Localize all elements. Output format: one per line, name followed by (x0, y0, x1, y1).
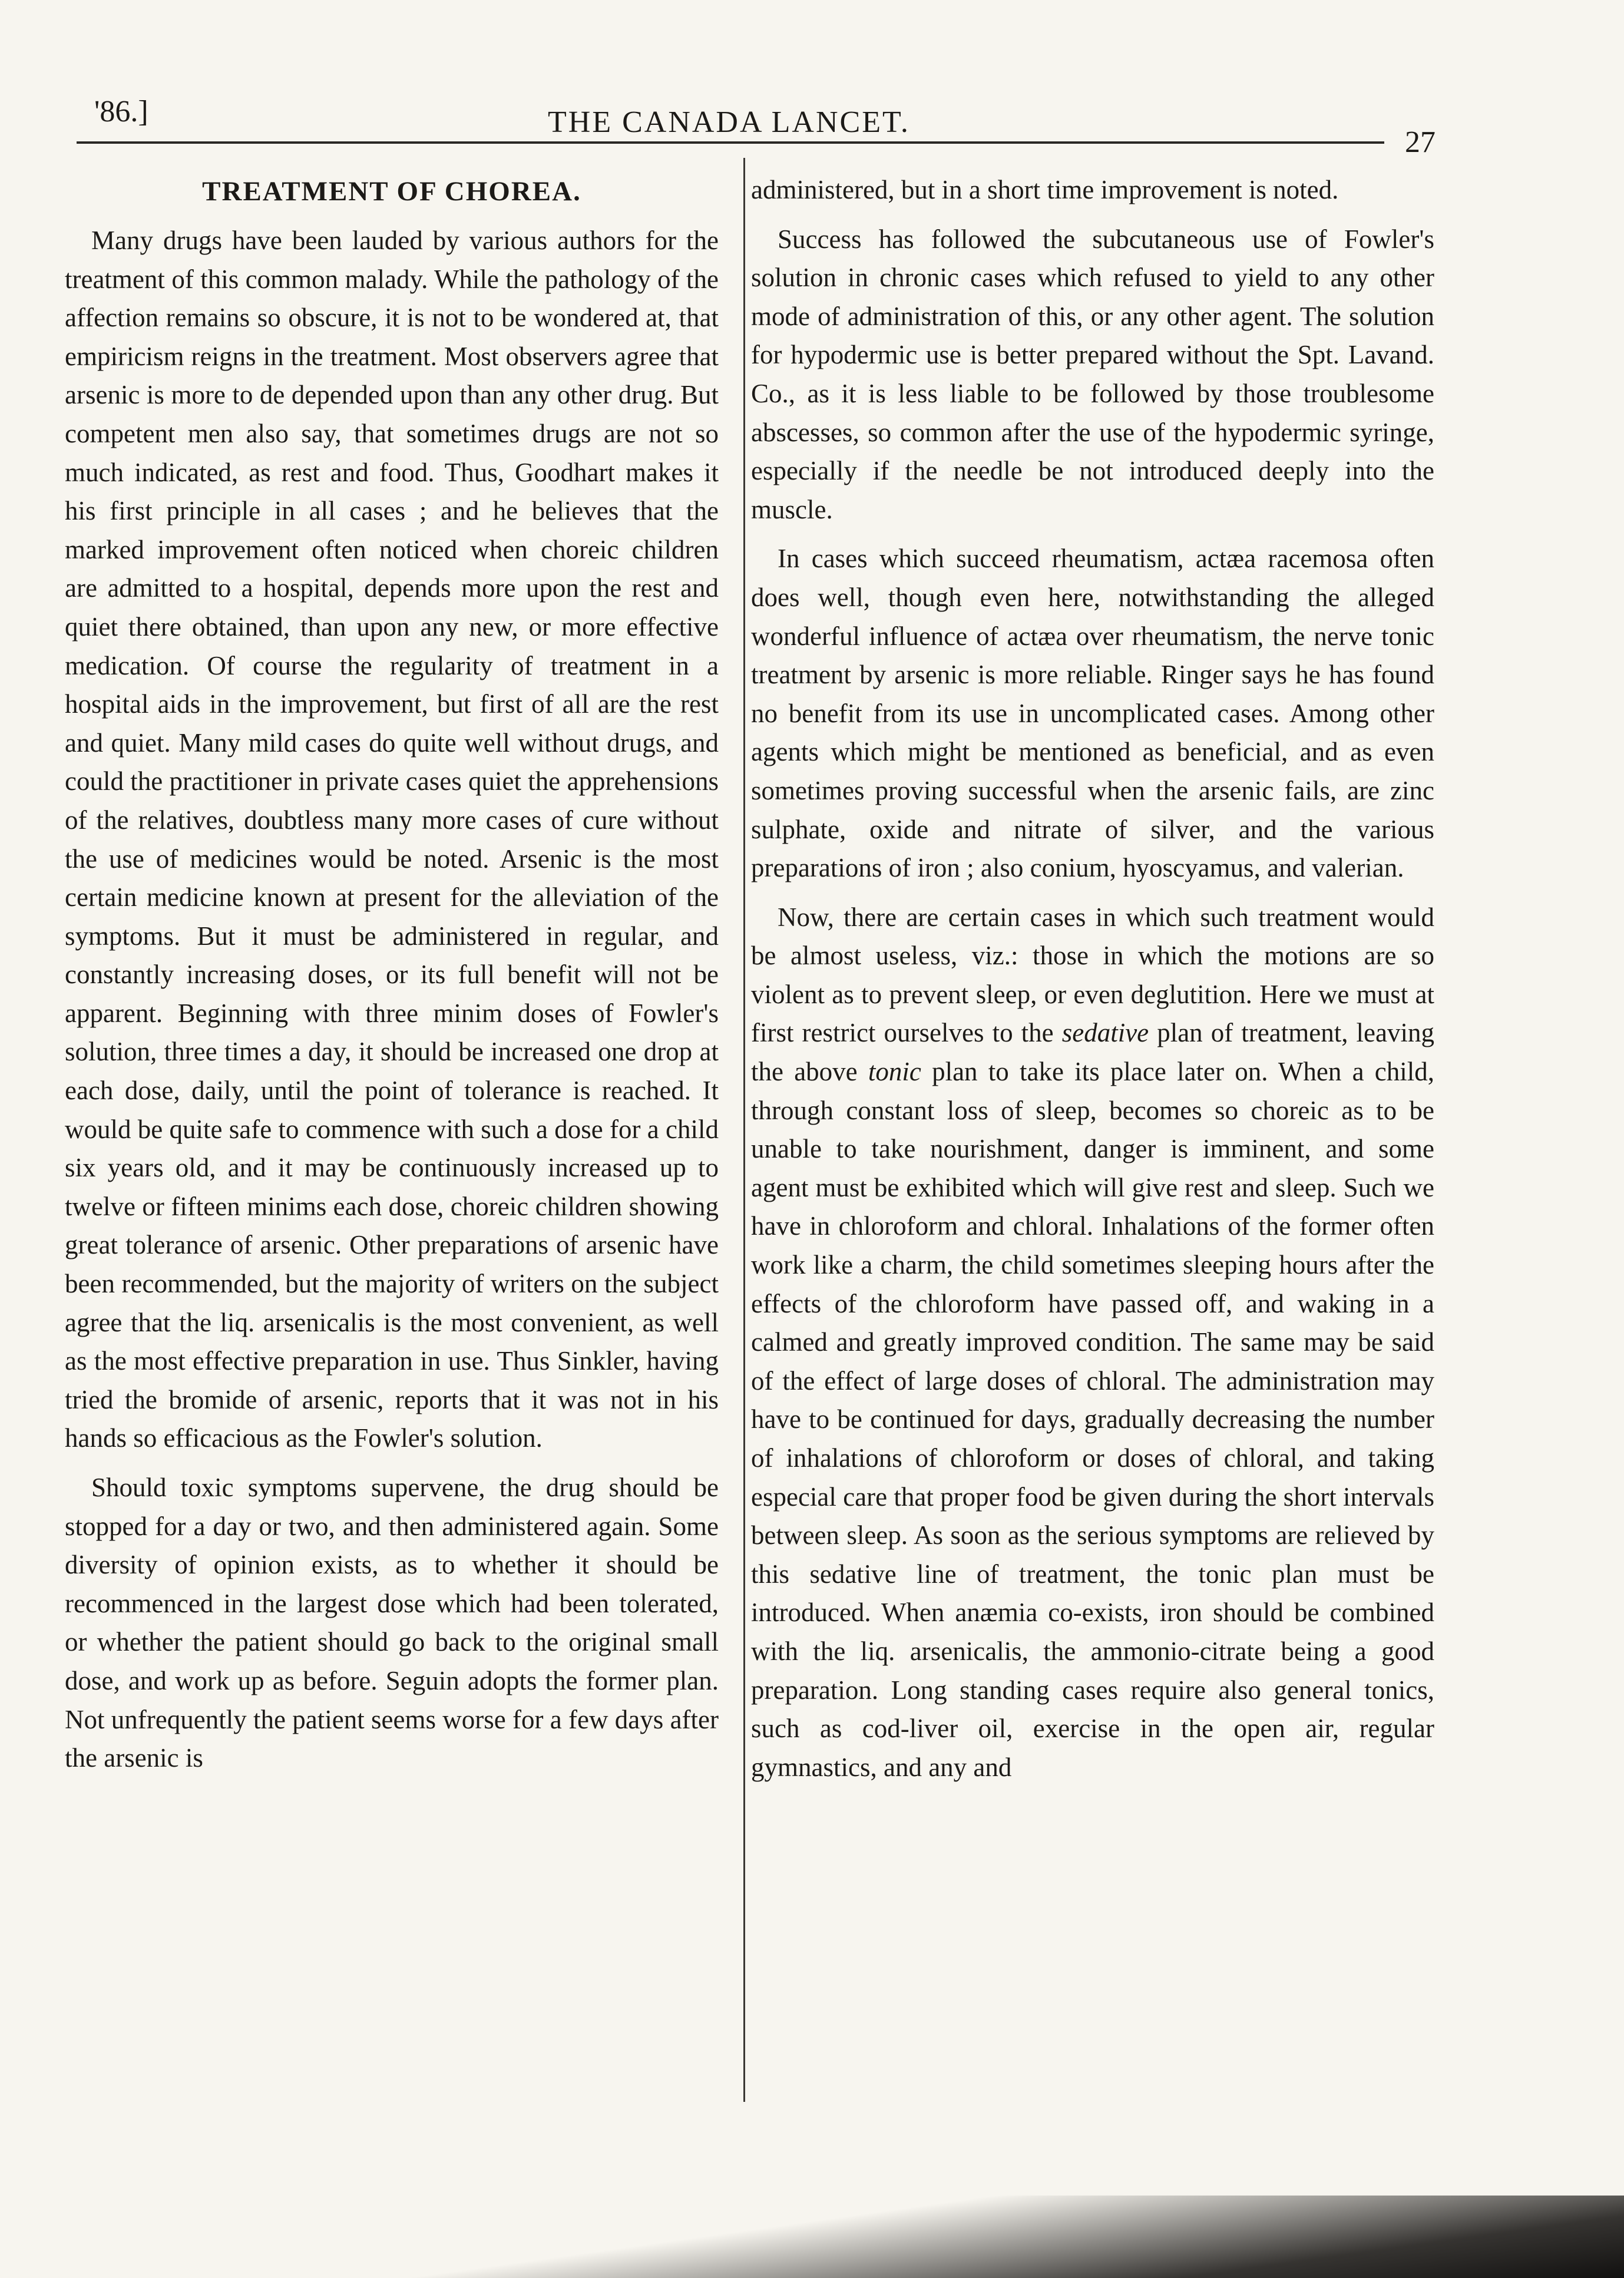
emphasis-sedative: sedative (1061, 1018, 1149, 1048)
page-number: 27 (1405, 125, 1436, 159)
paragraph: Success has followed the subcutaneous use of Fowler's solution in chronic cases which refused to yield to any other mode of administration of this, or any other agent. The solution for hypodermic use is better prepared without the Spt. Lavand. Co., as it is less liable to be followed by those troublesome abscesses, so common after the use of the hypodermic syringe, especially if the needle be not introduced deeply into the muscle. (751, 224, 1434, 524)
right-column (751, 171, 1434, 1787)
emphasis-tonic: tonic (868, 1057, 921, 1087)
paragraph-continuation: administered, but in a short time improvement is noted. (751, 175, 1339, 204)
paragraph (751, 898, 1434, 1787)
text-run: plan of treatment, leaving the above (751, 1018, 1434, 1087)
paragraph: In cases which succeed rheumatism, actæa racemosa often does well, though even here, notwithstanding the alleged wonderful influence of actæa over rheumatism, the nerve tonic treatment by arsenic is more reliable. Ringer says he has found no benefit from its use in uncomplicated cases. Among other agents which might be mentioned as beneficial, and as even sometimes proving successful when the arsenic fails, are zinc sulphate, oxide and nitrate of silver, and the various preparations of iron ; also conium, hyoscyamus, and valerian. (751, 544, 1434, 883)
left-column (65, 171, 719, 1778)
column-divider (743, 158, 745, 2102)
year-marker: '86.] (94, 95, 148, 128)
paragraph: Many drugs have been lauded by various authors for the treatment of this common malady. While the pathology of the affection remains so obscure, it is not to be wondered at, that empiricism reigns in the treatment. Most observers agree that arsenic is more to de depended upon than any other drug. But competent men also say, that sometimes drugs are not so much indicated, as rest and food. Thus, Goodhart makes it his first principle in all cases ; and he believes that the marked improvement often noticed when choreic children are admitted to a hospital, depends more upon the rest and quiet there obtained, than upon any new, or more effective medication. Of course the regularity of treatment in a hospital aids in the improvement, but first of all are the rest and quiet. Many mild cases do quite well without drugs, and could the practitioner in private cases quiet the apprehensions of the relatives, doubtless many more cases of cure without the use of medicines would be noted. Arsenic is the most certain medicine known at present for the alleviation of the symptoms. But it must be administered in regular, and constantly increasing doses, or its full benefit will not be apparent. Beginning with three minim doses of Fowler's solution, three times a day, it should be increased one drop at each dose, daily, until the point of tolerance is reached. It would be quite safe to commence with such a dose for a child six years old, and it may be continuously increased up to twelve or fifteen minims each dose, choreic children showing great tolerance of arsenic. Other preparations of arsenic have been recommended, but the majority of writers on the subject agree that the liq. arsenicalis is the most convenient, as well as the most effective preparation in use. Thus Sinkler, having tried the bromide of arsenic, reports that it was not in his hands so efficacious as the Fowler's solution. (65, 226, 719, 1453)
journal-title: THE CANADA LANCET. (548, 105, 910, 139)
scan-edge-shadow (0, 2196, 1624, 2278)
paragraph: Should toxic symptoms supervene, the drug should be stopped for a day or two, and then administered again. Some diversity of opinion exists, as to whether it should be recommenced in the largest dose which had been tolerated, or whether the patient should go back to the original small dose, and work up as before. Seguin adopts the former plan. Not unfrequently the patient seems worse for a few days after the arsenic is (65, 1473, 719, 1773)
article-title: TREATMENT OF CHOREA. (202, 176, 581, 207)
page-header (0, 0, 1624, 159)
text-run: plan to take its place later on. When a child, through constant loss of sleep, becomes so choreic as to be unable to take nourishment, danger is imminent, and some agent must be exhibited which will give rest and sleep. Such we have in chloroform and chloral. Inhalations of the former often work like a charm, the child sometimes sleeping hours after the effects of the chloroform have passed off, and waking in a calmed and greatly improved condition. The same may be said of the effect of large doses of chloral. The administration may have to be continued for days, gradually decreasing the number of inhalations of chloroform or doses of chloral, and taking especial care that proper food be given during the short intervals between sleep. As soon as the serious symptoms are relieved by this sedative line of treatment, the tonic plan must be introduced. When anæmia co-exists, iron should be combined with the liq. arsenicalis, the ammonio-citrate being a good preparation. Long standing cases require also general tonics, such as cod-liver oil, exercise in the open air, regular gymnastics, and any and (751, 1057, 1434, 1782)
header-rule (77, 141, 1384, 144)
text-run: Now, there are certain cases in which such treatment would be almost useless, viz.: those in which the motions are so violent as to prevent sleep, or even deglutition. Here we must at first restrict ourselves to the (751, 902, 1434, 1048)
